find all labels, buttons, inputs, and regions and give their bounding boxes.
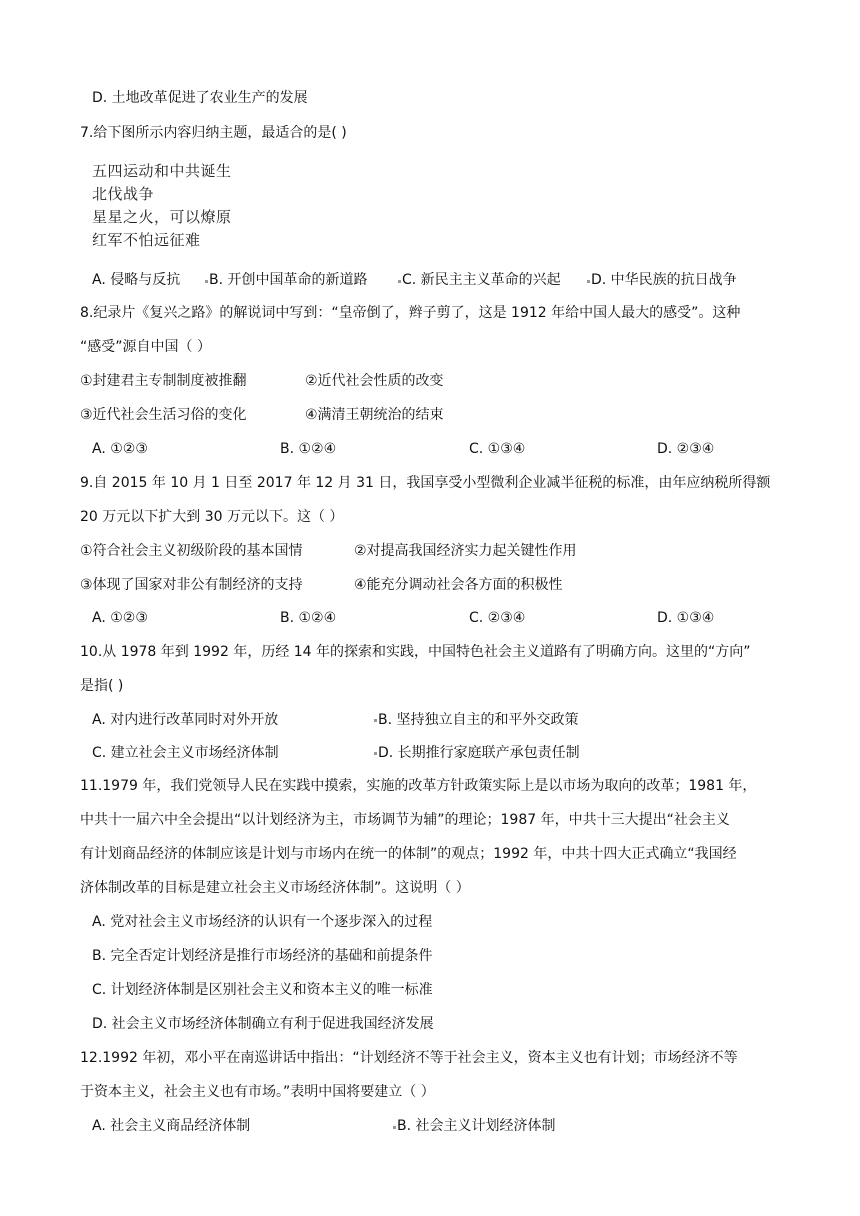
q8-item: ④满清王朝统治的结束 <box>305 407 444 423</box>
q7-option-c: C. 新民主主义革命的兴起 <box>402 272 561 288</box>
q11-stem-line: 11.1979 年，我们党领导人民在实践中摸索，实施的改革方针政策实际上是以市场为取向的改革；1981 年， <box>80 778 757 794</box>
q9-option-c: C. ②③④ <box>469 610 526 626</box>
q9-item: ①符合社会主义初级阶段的基本国情 <box>80 543 303 559</box>
q9-stem-line: 20 万元以下扩大到 30 万元以下。这（ ） <box>80 509 344 525</box>
q7-figure-line: 星星之火，可以燎原 <box>92 208 232 226</box>
q12-stem-line: 于资本主义，社会主义也有市场。”表明中国将要建立（ ） <box>80 1084 435 1100</box>
q10-option-c: C. 建立社会主义市场经济体制 <box>92 745 279 761</box>
q7-option-b: B. 开创中国革命的新道路 <box>209 272 368 288</box>
q10-option-b: B. 坚持独立自主的和平外交政策 <box>378 712 579 728</box>
q8-stem-line: “感受”源自中国（ ） <box>80 339 211 355</box>
q8-item: ①封建君主专制制度被推翻 <box>80 373 247 389</box>
q11-stem-line: 有计划商品经济的体制应该是计划与市场内在统一的体制”的观点；1992 年，中共十四大正式确立“我国经 <box>80 846 737 862</box>
q11-stem-line: 济体制改革的目标是建立社会主义市场经济体制”。这说明（ ） <box>80 880 470 896</box>
option-marker <box>587 280 590 283</box>
q8-item: ②近代社会性质的改变 <box>305 373 444 389</box>
option-marker <box>205 280 208 283</box>
q9-item: ②对提高我国经济实力起关键性作用 <box>354 543 577 559</box>
q7-stem: 7.给下图所示内容归纳主题，最适合的是( ) <box>80 125 347 141</box>
q11-option-a: A. 党对社会主义市场经济的认识有一个逐步深入的过程 <box>92 914 433 930</box>
q8-stem-line: 8.纪录片《复兴之路》的解说词中写到：“皇帝倒了，辫子剪了，这是 1912 年给中国人最大的感受”。这种 <box>80 305 741 321</box>
q12-stem-line: 12.1992 年初，邓小平在南巡讲话中指出：“计划经济不等于社会主义，资本主义也有计划；市场经济不等 <box>80 1050 738 1066</box>
q11-option-c: C. 计划经济体制是区别社会主义和资本主义的唯一标准 <box>92 982 433 998</box>
q8-item: ③近代社会生活习俗的变化 <box>80 407 247 423</box>
q12-option-b: B. 社会主义计划经济体制 <box>397 1118 556 1134</box>
option-marker <box>374 752 377 755</box>
q11-option-b: B. 完全否定计划经济是推行市场经济的基础和前提条件 <box>92 948 433 964</box>
q10-stem-line: 10.从 1978 年到 1992 年，历经 14 年的探索和实践，中国特色社会主义道路有了明确方向。这里的“方向” <box>80 644 751 660</box>
option-marker <box>374 719 377 722</box>
q7-option-d: D. 中华民族的抗日战争 <box>591 272 737 288</box>
q11-stem-line: 中共十一届六中全会提出“以计划经济为主，市场调节为辅”的理论；1987 年，中共十三大提出“社会主义 <box>80 812 730 828</box>
q7-figure-line: 北伐战争 <box>92 185 155 203</box>
q7-figure-line: 五四运动和中共诞生 <box>92 162 232 180</box>
option-marker <box>393 1126 396 1129</box>
q6-option-d: D. 土地改革促进了农业生产的发展 <box>92 90 308 106</box>
q7-figure-line: 红军不怕远征难 <box>92 231 201 249</box>
q10-stem-line: 是指( ) <box>80 678 124 694</box>
q8-option-c: C. ①③④ <box>469 441 526 457</box>
q8-option-a: A. ①②③ <box>92 441 148 457</box>
q8-option-b: B. ①②④ <box>280 441 337 457</box>
q9-option-a: A. ①②③ <box>92 610 148 626</box>
q12-option-a: A. 社会主义商品经济体制 <box>92 1118 251 1134</box>
q10-option-d: D. 长期推行家庭联产承包责任制 <box>378 745 580 761</box>
q11-option-d: D. 社会主义市场经济体制确立有利于促进我国经济发展 <box>92 1016 434 1032</box>
q7-figure <box>92 160 242 252</box>
q10-option-a: A. 对内进行改革同时对外开放 <box>92 712 279 728</box>
q9-item: ④能充分调动社会各方面的积极性 <box>354 577 563 593</box>
q9-option-b: B. ①②④ <box>280 610 337 626</box>
option-marker <box>398 280 401 283</box>
q7-option-a: A. 侵略与反抗 <box>92 272 181 288</box>
q9-item: ③体现了国家对非公有制经济的支持 <box>80 577 303 593</box>
q9-stem-line: 9.自 2015 年 10 月 1 日至 2017 年 12 月 31 日，我国享受小型微利企业减半征税的标准，由年应纳税所得额 <box>80 475 771 491</box>
q8-option-d: D. ②③④ <box>657 441 715 457</box>
q9-option-d: D. ①③④ <box>657 610 715 626</box>
